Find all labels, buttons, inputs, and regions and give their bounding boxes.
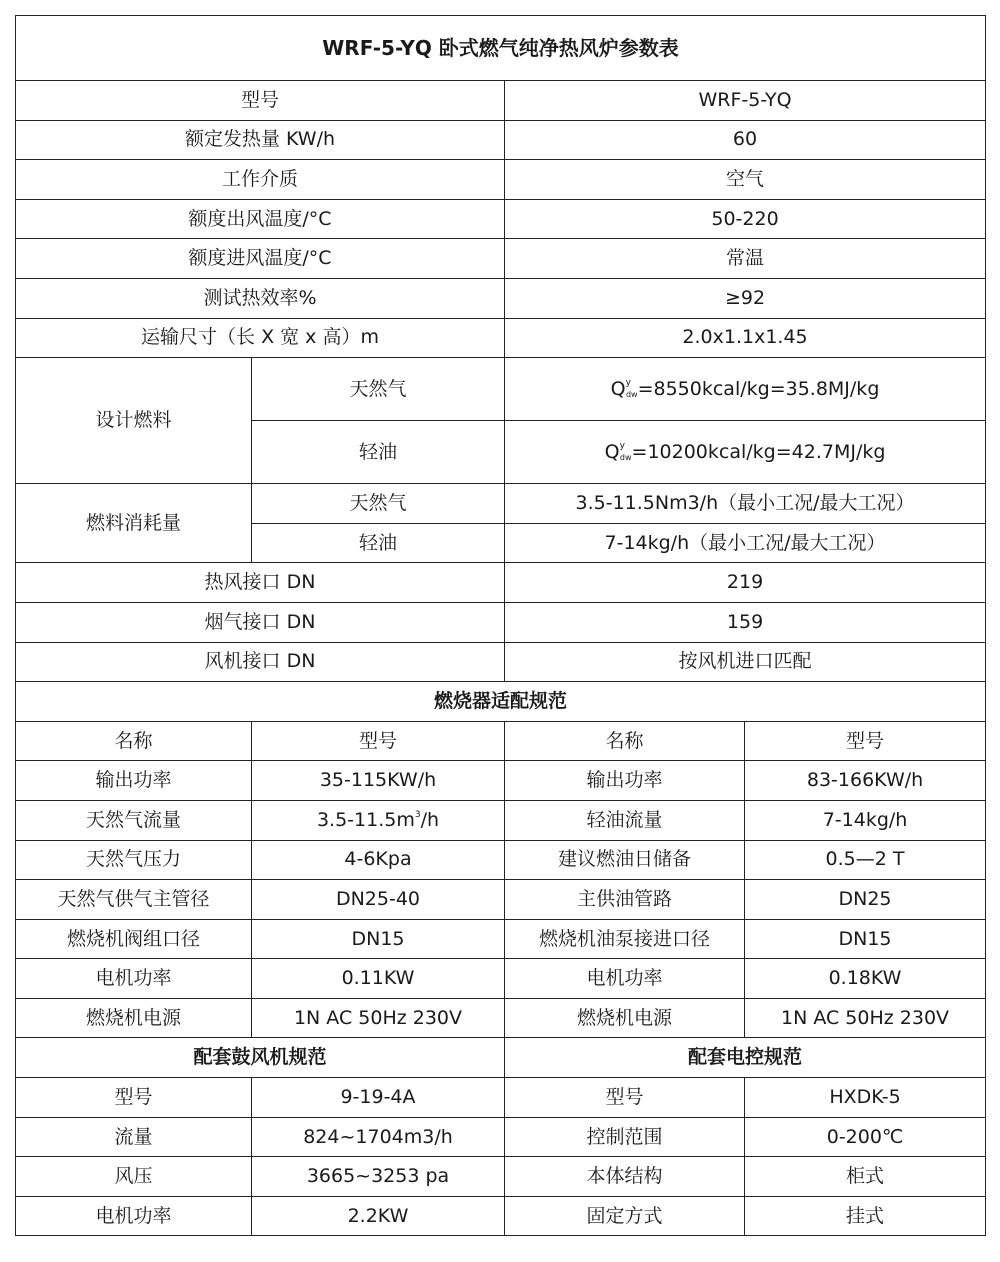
spec-value: 0.11KW — [252, 959, 505, 999]
column-header: 名称 — [505, 721, 745, 761]
table-row — [16, 318, 986, 358]
table-row — [16, 880, 986, 920]
fuel-consumption-label: 燃料消耗量 — [16, 484, 252, 563]
spec-value: 0.5—2 T — [745, 840, 986, 880]
spec-name: 流量 — [16, 1117, 252, 1157]
parameter-table — [15, 15, 986, 1236]
spec-value: 9-19-4A — [252, 1078, 505, 1118]
spec-name: 电机功率 — [16, 959, 252, 999]
fuel-heat-value: $Q^y_{dw}=10200kcal/kg=42.7MJ/kg$ — [505, 421, 986, 484]
column-header: 型号 — [252, 721, 505, 761]
table-row — [16, 919, 986, 959]
param-label: 额定发热量 KW/h — [16, 120, 505, 160]
spec-name: 燃烧机电源 — [505, 998, 745, 1038]
spec-value: 0-200℃ — [745, 1117, 986, 1157]
table-row — [16, 1196, 986, 1236]
fuel-heat-value: $Q^y_{dw}=8550kcal/kg=35.8MJ/kg$ — [505, 358, 986, 421]
param-value: 空气 — [505, 160, 986, 200]
spec-name: 天然气压力 — [16, 840, 252, 880]
param-value: WRF-5-YQ — [505, 81, 986, 121]
param-value: 159 — [505, 602, 986, 642]
table-row — [16, 642, 986, 682]
param-label: 额度进风温度/°C — [16, 239, 505, 279]
spec-value: 0.18KW — [745, 959, 986, 999]
spec-name: 输出功率 — [505, 761, 745, 801]
param-label: 工作介质 — [16, 160, 505, 200]
spec-name: 燃烧机油泵接进口径 — [505, 919, 745, 959]
param-value: 常温 — [505, 239, 986, 279]
spec-name: 型号 — [16, 1078, 252, 1118]
spec-value: $3.5-11.5m^3/h$ — [252, 800, 505, 840]
spec-name: 本体结构 — [505, 1157, 745, 1197]
table-row — [16, 358, 986, 421]
spec-name: 天然气供气主管径 — [16, 880, 252, 920]
param-value: ≥92 — [505, 278, 986, 318]
table-row — [16, 239, 986, 279]
table-row — [16, 761, 986, 801]
table-row — [16, 959, 986, 999]
spec-name: 主供油管路 — [505, 880, 745, 920]
table-row — [16, 563, 986, 603]
spec-value: HXDK-5 — [745, 1078, 986, 1118]
param-label: 型号 — [16, 81, 505, 121]
table-row — [16, 602, 986, 642]
param-value: 2.0x1.1x1.45 — [505, 318, 986, 358]
fuel-type-label: 天然气 — [252, 484, 505, 524]
table-row — [16, 160, 986, 200]
spec-name: 电机功率 — [16, 1196, 252, 1236]
param-label: 测试热效率% — [16, 278, 505, 318]
fuel-type-label: 轻油 — [252, 523, 505, 563]
section-header-row — [16, 682, 986, 722]
table-title: WRF-5-YQ 卧式燃气纯净热风炉参数表 — [16, 16, 986, 81]
spec-name: 轻油流量 — [505, 800, 745, 840]
consumption-value: 7-14kg/h（最小工况/最大工况） — [505, 523, 986, 563]
spec-name: 电机功率 — [505, 959, 745, 999]
param-label: 运输尺寸（长 X 宽 x 高）m — [16, 318, 505, 358]
param-label: 风机接口 DN — [16, 642, 505, 682]
spec-name: 燃烧机阀组口径 — [16, 919, 252, 959]
spec-value: 1N AC 50Hz 230V — [745, 998, 986, 1038]
spec-name: 型号 — [505, 1078, 745, 1118]
section-header-row — [16, 1038, 986, 1078]
spec-value: 1N AC 50Hz 230V — [252, 998, 505, 1038]
consumption-value: 3.5-11.5Nm3/h（最小工况/最大工况） — [505, 484, 986, 524]
table-row — [16, 1078, 986, 1118]
param-value: 60 — [505, 120, 986, 160]
table-row — [16, 120, 986, 160]
spec-name: 固定方式 — [505, 1196, 745, 1236]
spec-value: 3665~3253 pa — [252, 1157, 505, 1197]
spec-value: 35-115KW/h — [252, 761, 505, 801]
spec-value: 824~1704m3/h — [252, 1117, 505, 1157]
design-fuel-label: 设计燃料 — [16, 358, 252, 484]
table-row — [16, 199, 986, 239]
control-section-title: 配套电控规范 — [505, 1038, 986, 1078]
spec-value: 7-14kg/h — [745, 800, 986, 840]
table-row — [16, 998, 986, 1038]
table-row — [16, 484, 986, 524]
fuel-type-label: 天然气 — [252, 358, 505, 421]
param-value: 按风机进口匹配 — [505, 642, 986, 682]
spec-value: 挂式 — [745, 1196, 986, 1236]
spec-name: 燃烧机电源 — [16, 998, 252, 1038]
spec-value: 4-6Kpa — [252, 840, 505, 880]
spec-name: 控制范围 — [505, 1117, 745, 1157]
table-row — [16, 840, 986, 880]
column-header: 型号 — [745, 721, 986, 761]
fuel-type-label: 轻油 — [252, 421, 505, 484]
spec-value: DN15 — [252, 919, 505, 959]
column-header: 名称 — [16, 721, 252, 761]
spec-value: 柜式 — [745, 1157, 986, 1197]
table-row — [16, 278, 986, 318]
table-row — [16, 81, 986, 121]
burner-section-title: 燃烧器适配规范 — [16, 682, 986, 722]
spec-name: 建议燃油日储备 — [505, 840, 745, 880]
spec-value: DN25 — [745, 880, 986, 920]
fan-section-title: 配套鼓风机规范 — [16, 1038, 505, 1078]
param-label: 热风接口 DN — [16, 563, 505, 603]
spec-name: 风压 — [16, 1157, 252, 1197]
column-header-row — [16, 721, 986, 761]
spec-value: DN25-40 — [252, 880, 505, 920]
param-value: 50-220 — [505, 199, 986, 239]
spec-value: 83-166KW/h — [745, 761, 986, 801]
spec-name: 天然气流量 — [16, 800, 252, 840]
spec-value: 2.2KW — [252, 1196, 505, 1236]
table-row — [16, 1117, 986, 1157]
param-label: 额度出风温度/°C — [16, 199, 505, 239]
table-row — [16, 800, 986, 840]
param-label: 烟气接口 DN — [16, 602, 505, 642]
table-row — [16, 1157, 986, 1197]
spec-name: 输出功率 — [16, 761, 252, 801]
param-value: 219 — [505, 563, 986, 603]
spec-value: DN15 — [745, 919, 986, 959]
